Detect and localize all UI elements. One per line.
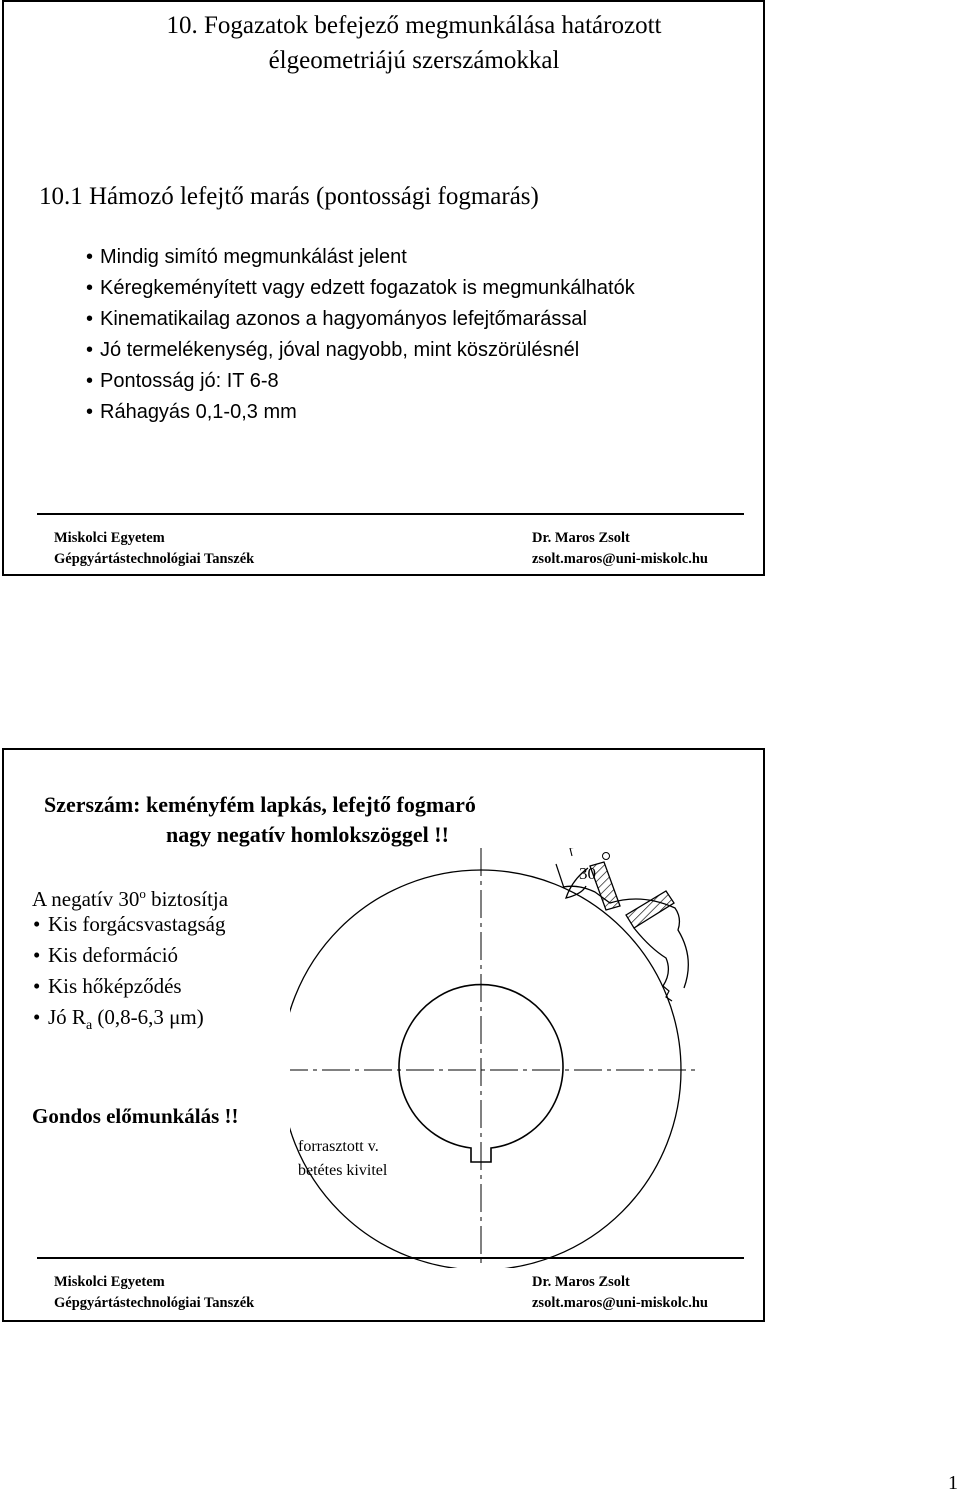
footer-university: Miskolci Egyetem [54,530,165,546]
degree-superscript: o [139,886,146,901]
construction-caption [298,1135,387,1183]
hob-cutter-drawing [290,848,760,1268]
degree-mark [603,853,610,860]
footer-institution [54,528,254,570]
list-item: • Kéregkeményített vagy edzett fogazatok is megmunkálhatók [100,273,635,304]
preparation-note: Gondos előmunkálás !! [32,1104,239,1128]
intro-suffix: biztosítja [145,887,229,911]
title-line-2: nagy negatív homlokszöggel !! [166,822,449,847]
slide-1 [2,0,765,576]
list-item: • Mindig simító megmunkálást jelent [100,242,635,273]
footer-email: zsolt.maros@uni-miskolc.hu [532,1295,708,1311]
ra-range: (0,8-6,3 μm) [92,1005,204,1029]
insert-2-back [634,928,668,986]
advantages-list [48,909,226,1041]
ra-subscript: a [85,1018,93,1034]
footer-author: Dr. Maros Zsolt [532,1274,630,1290]
list-item: • Ráhagyás 0,1-0,3 mm [100,397,635,428]
footer-divider [37,1257,744,1259]
carbide-insert-2 [626,891,674,928]
footer-divider [37,513,744,515]
list-item: • Kis hőképződés [48,971,226,1002]
footer-department: Gépgyártástechnológiai Tanszék [54,1295,255,1311]
footer-author: Dr. Maros Zsolt [532,530,630,546]
list-item: • Kis forgácsvastagság [48,909,226,940]
section-heading: 10.1 Hámozó lefejtő marás (pontossági fogmarás) [39,183,539,210]
footer-author-block [532,1272,708,1314]
list-item [48,1002,226,1041]
caption-line-2: betétes kivitel [298,1162,388,1179]
angle-dimension-line [570,848,612,856]
outer-circle [290,870,681,1268]
list-item: • Kis deformáció [48,940,226,971]
footer-institution [54,1272,254,1314]
caption-line-1: forrasztott v. [298,1138,379,1155]
page-number: 1 [948,1472,958,1494]
footer-author-block [532,528,708,570]
footer-email: zsolt.maros@uni-miskolc.hu [532,551,708,567]
intro-text: A negatív 30 [32,887,140,911]
title-line-2: élgeometriájú szerszámokkal [268,47,560,74]
slide-2-title [44,790,564,850]
slide-1-title [74,8,754,78]
title-line-1: 10. Fogazatok befejező megmunkálása határozott [166,12,662,39]
list-item: • Pontosság jó: IT 6-8 [100,366,635,397]
title-line-1: Szerszám: keményfém lapkás, lefejtő fogmaró [44,792,476,817]
list-item: • Kinematikailag azonos a hagyományos lefejtőmarással [100,304,635,335]
list-item: • Jó termelékenység, jóval nagyobb, mint köszörülésnél [100,335,635,366]
ra-text: Jó R [48,1005,86,1029]
footer-university: Miskolci Egyetem [54,1274,165,1290]
feature-list [100,242,635,428]
rake-angle-label: 30 [579,864,596,883]
footer-department: Gépgyártástechnológiai Tanszék [54,551,255,567]
slide-2 [2,748,765,1322]
